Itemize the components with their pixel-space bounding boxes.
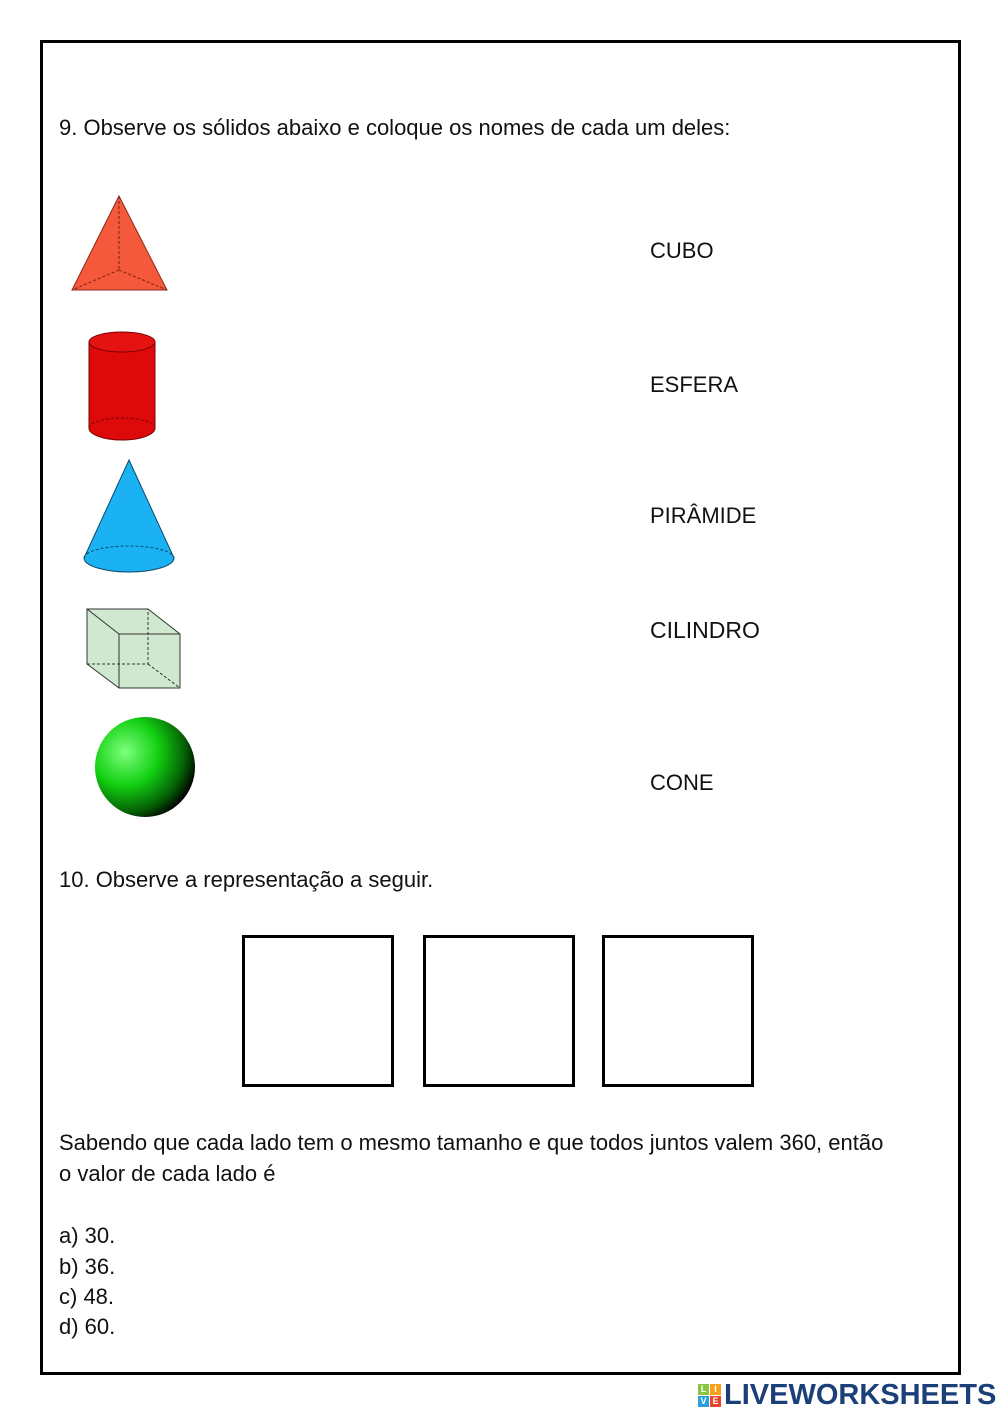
option-d: d) 60. (59, 1314, 116, 1339)
cylinder-image (86, 330, 158, 444)
question-9-prompt: 9. Observe os sólidos abaixo e coloque os nomes de cada um deles: (59, 115, 731, 140)
badge-letter: I (710, 1384, 721, 1395)
option-a: a) 30. (59, 1223, 116, 1248)
square-1 (242, 935, 394, 1087)
liveworksheets-logo (698, 1379, 996, 1412)
word-esfera: ESFERA (650, 372, 739, 397)
question-10-prompt: 10. Observe a representação a seguir. (59, 867, 434, 892)
sphere-image (94, 715, 198, 819)
word-cubo: CUBO (650, 238, 714, 263)
square-2 (423, 935, 575, 1087)
option-c: c) 48. (59, 1284, 115, 1309)
badge-letter: E (710, 1396, 721, 1407)
logo-text: LIVEWORKSHEETS (724, 1379, 997, 1411)
question-10-text-line1: Sabendo que cada lado tem o mesmo tamanho e que todos juntos valem 360, então (59, 1130, 884, 1155)
cone-image (82, 458, 180, 576)
word-piramide: PIRÂMIDE (650, 503, 757, 528)
word-cone: CONE (650, 770, 714, 795)
badge-letter: L (698, 1384, 709, 1395)
logo-badge-icon (698, 1384, 721, 1407)
pyramid-image (70, 193, 170, 293)
word-cilindro: CILINDRO (650, 617, 760, 643)
square-3 (602, 935, 754, 1087)
cube-image (84, 606, 184, 692)
option-b: b) 36. (59, 1254, 116, 1279)
question-10-text-line2: o valor de cada lado é (59, 1161, 276, 1186)
badge-letter: V (698, 1396, 709, 1407)
